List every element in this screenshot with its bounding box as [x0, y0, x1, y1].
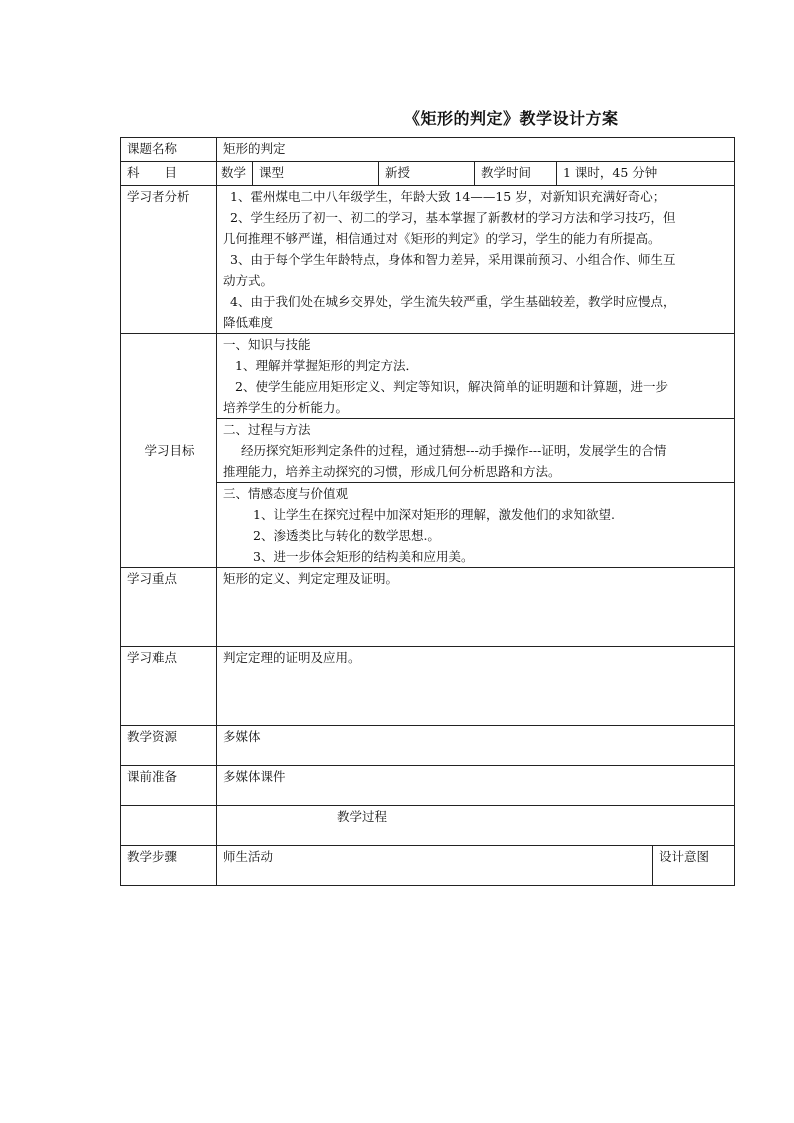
learner-analysis-content: [217, 186, 735, 334]
learner-analysis-label: 学习者分析: [121, 186, 217, 334]
lesson-plan-table: [120, 137, 735, 886]
resources-label: 教学资源: [121, 726, 217, 766]
row-key-point: [121, 568, 735, 647]
key-point-label: 学习重点: [121, 568, 217, 647]
row-process-header: [121, 806, 735, 846]
subject-value: 数学: [217, 162, 253, 186]
key-point-value: 矩形的定义、判定定理及证明。: [217, 568, 735, 647]
teacher-student-activity-label: 师生活动: [217, 846, 653, 886]
emotion-heading: 三、情感态度与价值观: [223, 486, 349, 501]
learner-line-3: 几何推理不够严谨，相信通过对《矩形的判定》的学习，学生的能力有所提高。: [223, 231, 661, 246]
row-preparation: [121, 766, 735, 806]
row-resources: [121, 726, 735, 766]
learner-line-2: 2、学生经历了初一、初二的学习，基本掌握了新教材的学习方法和学习技巧，但: [230, 210, 676, 225]
learner-line-7: 降低难度: [223, 315, 274, 330]
learner-line-5: 动方式。: [223, 273, 274, 288]
topic-value: 矩形的判定: [217, 138, 735, 162]
emotion-line-3: 3、进一步体会矩形的结构美和应用美。: [253, 549, 474, 564]
resources-value: 多媒体: [217, 726, 735, 766]
process-line-1: 经历探究矩形判定条件的过程，通过猜想---动手操作---证明，发展学生的合情: [241, 443, 667, 458]
design-intent-label: 设计意图: [653, 846, 735, 886]
learner-line-6: 4、由于我们处在城乡交界处，学生流失较严重，学生基础较差，教学时应慢点，: [230, 294, 676, 309]
process-header-empty: [121, 806, 217, 846]
row-topic: [121, 138, 735, 162]
row-learner-analysis: [121, 186, 735, 334]
preparation-label: 课前准备: [121, 766, 217, 806]
process-header-value: 教学过程: [217, 806, 735, 846]
steps-label: 教学步骤: [121, 846, 217, 886]
preparation-value: 多媒体课件: [217, 766, 735, 806]
knowledge-heading: 一、知识与技能: [223, 337, 311, 352]
row-subject: [121, 162, 735, 186]
process-heading: 二、过程与方法: [223, 422, 311, 437]
subject-label: 科 目: [121, 162, 217, 186]
knowledge-line-2: 2、使学生能应用矩形定义、判定等知识，解决简单的证明题和计算题，进一步: [235, 379, 668, 394]
difficulty-label: 学习难点: [121, 647, 217, 726]
knowledge-line-1: 1、理解并掌握矩形的判定方法．: [235, 358, 418, 373]
goals-emotion-content: [217, 483, 735, 568]
topic-label: 课题名称: [121, 138, 217, 162]
knowledge-line-3: 培养学生的分析能力。: [223, 400, 349, 415]
learning-goals-label: 学习目标: [121, 334, 217, 568]
emotion-line-2: 2、渗透类比与转化的数学思想.。: [253, 528, 440, 543]
teaching-time-value: 1 课时，45 分钟: [557, 162, 735, 186]
goals-knowledge-content: [217, 334, 735, 419]
document-title: 《矩形的判定》教学设计方案: [404, 109, 619, 128]
row-steps: [121, 846, 735, 886]
emotion-line-1: 1、让学生在探究过程中加深对矩形的理解，激发他们的求知欲望.: [253, 507, 615, 522]
lesson-type-label: 课型: [253, 162, 379, 186]
goals-process-content: [217, 419, 735, 483]
process-line-2: 推理能力，培养主动探究的习惯，形成几何分析思路和方法。: [223, 464, 561, 479]
lesson-type-value: 新授: [379, 162, 475, 186]
difficulty-value: 判定定理的证明及应用。: [217, 647, 735, 726]
row-goals-knowledge: [121, 334, 735, 419]
learner-line-1: 1、霍州煤电二中八年级学生，年龄大致 14——15 岁，对新知识充满好奇心；: [230, 189, 666, 204]
teaching-time-label: 教学时间: [475, 162, 557, 186]
row-difficulty: [121, 647, 735, 726]
learner-line-4: 3、由于每个学生年龄特点，身体和智力差异，采用课前预习、小组合作、师生互: [230, 252, 676, 267]
